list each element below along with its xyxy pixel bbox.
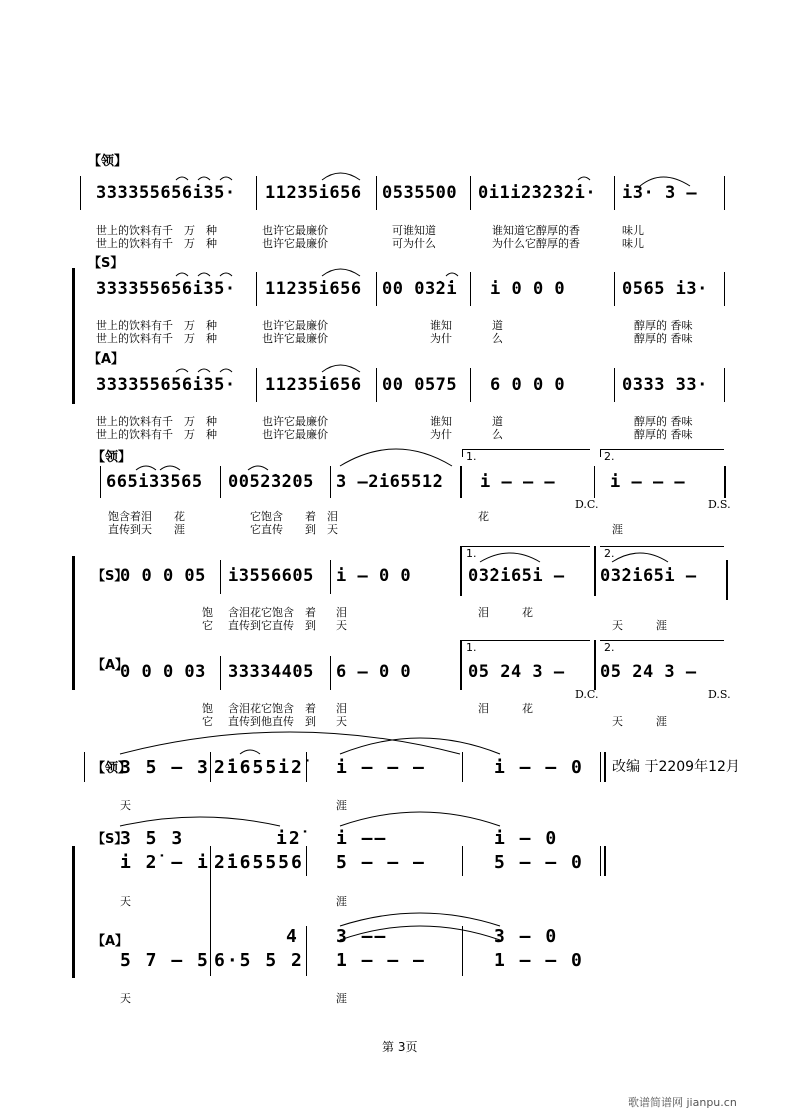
alto-lyric-1: 醇厚的 香味	[634, 415, 693, 428]
soprano-bottom-1: i 2̇ — i	[120, 852, 210, 873]
volta-1-label: 1.	[466, 641, 477, 654]
soprano-measure-4: i 0 0 0	[490, 279, 566, 299]
slur	[612, 553, 668, 562]
volta-1-label: 1.	[466, 547, 477, 560]
slur	[322, 365, 360, 372]
alto-top-3: 3 — 0	[494, 926, 559, 947]
lead-measure-7: 0052̇3̇205	[228, 472, 314, 492]
lead-lyric-sys2-2: 直传到天 涯	[108, 523, 185, 536]
alto-measure-7: 33334405	[228, 662, 314, 682]
soprano-top-1: 3 5 3	[120, 828, 185, 849]
soprano-lyric-1: 醇厚的 香味	[634, 319, 693, 332]
soprano-lyric-1: 道	[492, 319, 503, 332]
soprano-lyric-sys2: 饱	[202, 606, 213, 619]
alto-bottom-1: 5 7 — 5	[120, 950, 210, 971]
slur	[446, 273, 458, 276]
alto-bottom-3: 1 — — —	[336, 950, 426, 971]
lead-measure-13: i — — —	[336, 757, 426, 778]
lead-lyric-sys2-2: 它直传 到 天	[250, 523, 338, 536]
slur	[220, 369, 232, 372]
dc-mark: D.C.	[575, 688, 599, 701]
slur	[480, 553, 540, 562]
slur	[240, 750, 260, 754]
watermark: 歌谱简谱网 jianpu.cn	[628, 1096, 737, 1109]
slur	[340, 913, 500, 926]
page-number: 第 3页	[382, 1040, 418, 1054]
soprano-lyric-1: 世上的饮料有千 万 种	[96, 319, 217, 332]
soprano-lyric-2: 世上的饮料有千 万 种	[96, 332, 217, 345]
slur	[160, 466, 180, 470]
slur	[198, 177, 210, 180]
alto-lyric-1: 世上的饮料有千 万 种	[96, 415, 217, 428]
alto-bottom-2: 6·5 5 2	[214, 950, 304, 971]
lead-measure-14: i — — 0	[494, 757, 584, 778]
soprano-lyric-2: 也许它最廉价	[262, 332, 328, 345]
alto-lyric-sys2: 泪 花	[478, 702, 533, 715]
alto-lyric-2: 为什	[430, 428, 452, 441]
alto-measure-8: 6 — 0 0	[336, 662, 412, 682]
slur	[136, 466, 156, 470]
soprano-measure-5: 0565 i3·	[622, 279, 708, 299]
lead-label-2: 【领】	[92, 450, 132, 465]
slur	[322, 173, 360, 180]
alto-label-2: 【A】	[92, 658, 129, 673]
lead-measure-3: 0535500	[382, 183, 458, 203]
soprano-bottom-3: 5 — — —	[336, 852, 426, 873]
alto-lyric-sys2-2: 天 涯	[612, 715, 667, 728]
lead-lyric-2: 为什么它醇厚的香	[492, 237, 580, 250]
lead-lyric-sys3: 天	[120, 799, 131, 812]
alto-measure-1: 333355656i35·	[96, 375, 236, 395]
soprano-lyric-sys3: 天	[120, 895, 131, 908]
lead-lyric-sys2-1: 饱含着泪 花	[108, 510, 185, 523]
soprano-measure-9: 03̇2̇i65i —	[468, 566, 565, 586]
soprano-lyric-sys2: 含泪花它饱含 着	[228, 606, 316, 619]
volta-2-label: 2.	[604, 547, 615, 560]
lead-measure-2: 11235i656	[265, 183, 362, 203]
soprano-bottom-4: 5 — — 0	[494, 852, 584, 873]
lead-lyric-sys2-1: 花	[478, 510, 489, 523]
alto-measure-3: 00 0575	[382, 375, 458, 395]
soprano-top-3: i ——	[336, 828, 388, 849]
lead-lyric-1: 可谁知道	[392, 224, 436, 237]
alto-label-3: 【A】	[92, 934, 129, 949]
soprano-lyric-sys3: 涯	[336, 895, 347, 908]
volta-2-label: 2.	[604, 641, 615, 654]
alto-label-1: 【A】	[88, 352, 125, 367]
soprano-label-2: 【S】	[92, 569, 128, 584]
lead-lyric-1: 谁知道它醇厚的香	[492, 224, 580, 237]
lead-measure-9: i — — —	[480, 472, 556, 492]
alto-measure-10: 05 24 3 —	[600, 662, 697, 682]
lead-measure-10: i — — —	[610, 472, 686, 492]
soprano-measure-7: i3556605	[228, 566, 314, 586]
slur	[340, 812, 500, 826]
soprano-measure-3: 00 03̇2̇i	[382, 279, 458, 299]
soprano-top-2: i2̇	[276, 828, 302, 849]
slur	[120, 817, 280, 826]
slur	[176, 273, 188, 276]
alto-measure-9: 05 24 3 —	[468, 662, 565, 682]
soprano-lyric-2: 么	[492, 332, 503, 345]
alto-lyric-sys2: 含泪花它饱含 着	[228, 702, 316, 715]
lead-lyric-2: 可为什么	[392, 237, 436, 250]
lead-lyric-2: 味儿	[622, 237, 644, 250]
slur	[340, 738, 500, 754]
lead-measure-11: 3 5 — 3	[120, 757, 210, 778]
alto-lyric-sys3: 天	[120, 992, 131, 1005]
lead-measure-6: 665i33565	[106, 472, 203, 492]
arranged-note: 改编 于2209年12月	[612, 759, 740, 775]
slur	[220, 177, 232, 180]
lead-lyric-sys3: 涯	[336, 799, 347, 812]
soprano-lyric-1: 也许它最廉价	[262, 319, 328, 332]
alto-top-2: 3 ——	[336, 926, 388, 947]
lead-lyric-1: 味儿	[622, 224, 644, 237]
slur	[120, 732, 460, 754]
soprano-lyric-sys2: 泪 花	[478, 606, 533, 619]
soprano-measure-6: 0 0 0 05	[120, 566, 206, 586]
soprano-measure-10: 03̇2̇i65i —	[600, 566, 697, 586]
slur	[176, 369, 188, 372]
volta-2-label: 2.	[604, 450, 615, 463]
soprano-label-3: 【S】	[92, 832, 128, 847]
soprano-lyric-2: 醇厚的 香味	[634, 332, 693, 345]
lead-lyric-2: 也许它最廉价	[262, 237, 328, 250]
alto-measure-2: 11235i656	[265, 375, 362, 395]
soprano-measure-2: 11235i656	[265, 279, 362, 299]
lead-measure-5: i3· 3 —	[622, 183, 698, 203]
slur	[578, 177, 590, 180]
soprano-bottom-2: 2̇i65556	[214, 852, 304, 873]
ds-mark: D.S.	[708, 498, 731, 511]
soprano-lyric-sys2: 泪	[336, 606, 347, 619]
slur	[340, 926, 500, 940]
soprano-label-1: 【S】	[88, 256, 124, 271]
alto-lyric-1: 道	[492, 415, 503, 428]
dc-mark: D.C.	[575, 498, 599, 511]
lead-lyric-2: 世上的饮料有千 万 种	[96, 237, 217, 250]
slur	[322, 269, 360, 276]
slur	[198, 273, 210, 276]
lead-lyric-1: 世上的饮料有千 万 种	[96, 224, 217, 237]
volta-1-label: 1.	[466, 450, 477, 463]
slur	[248, 466, 268, 470]
lead-measure-8: 3 —2̇i6551̇2	[336, 472, 444, 492]
slur	[220, 273, 232, 276]
lead-measure-1: 333355656i35·	[96, 183, 236, 203]
soprano-lyric-sys2-2: 天	[336, 619, 347, 632]
slur	[340, 449, 452, 466]
ds-mark: D.S.	[708, 688, 731, 701]
lead-lyric-1: 也许它最廉价	[262, 224, 328, 237]
alto-measure-5: 0333 33·	[622, 375, 708, 395]
alto-measure-4: 6 0 0 0	[490, 375, 566, 395]
alto-lyric-2: 么	[492, 428, 503, 441]
lead-label-3: 【领】	[92, 761, 132, 776]
alto-lyric-2: 世上的饮料有千 万 种	[96, 428, 217, 441]
lead-measure-4: 0i1i2̇3̇2̇3̇2̇i·	[478, 183, 597, 203]
slur	[176, 177, 188, 180]
soprano-measure-1: 333355656i35·	[96, 279, 236, 299]
lead-lyric-sys2-2: 涯	[612, 523, 623, 536]
soprano-top-4: i — 0	[494, 828, 559, 849]
alto-lyric-sys3: 涯	[336, 992, 347, 1005]
slur	[640, 177, 690, 186]
slur	[198, 369, 210, 372]
alto-lyric-1: 谁知	[430, 415, 452, 428]
lead-label-1: 【领】	[88, 154, 128, 169]
alto-top-1: 4	[286, 926, 299, 947]
alto-measure-6: 0 0 0 03	[120, 662, 206, 682]
alto-lyric-sys2: 饱	[202, 702, 213, 715]
lead-lyric-sys2-1: 它饱含 着 泪	[250, 510, 338, 523]
soprano-measure-8: i — 0 0	[336, 566, 412, 586]
alto-lyric-2: 也许它最廉价	[262, 428, 328, 441]
alto-lyric-sys2-2: 直传到他直传 到	[228, 715, 316, 728]
soprano-lyric-sys2-2: 天 涯	[612, 619, 667, 632]
alto-lyric-2: 醇厚的 香味	[634, 428, 693, 441]
soprano-lyric-sys2-2: 它	[202, 619, 213, 632]
alto-lyric-sys2-2: 它	[202, 715, 213, 728]
soprano-lyric-sys2-2: 直传到它直传 到	[228, 619, 316, 632]
lead-measure-12: 2̇i655i2̇	[214, 757, 304, 778]
soprano-lyric-2: 为什	[430, 332, 452, 345]
alto-lyric-1: 也许它最廉价	[262, 415, 328, 428]
alto-lyric-sys2-2: 天	[336, 715, 347, 728]
alto-bottom-4: 1 — — 0	[494, 950, 584, 971]
alto-lyric-sys2: 泪	[336, 702, 347, 715]
soprano-lyric-1: 谁知	[430, 319, 452, 332]
